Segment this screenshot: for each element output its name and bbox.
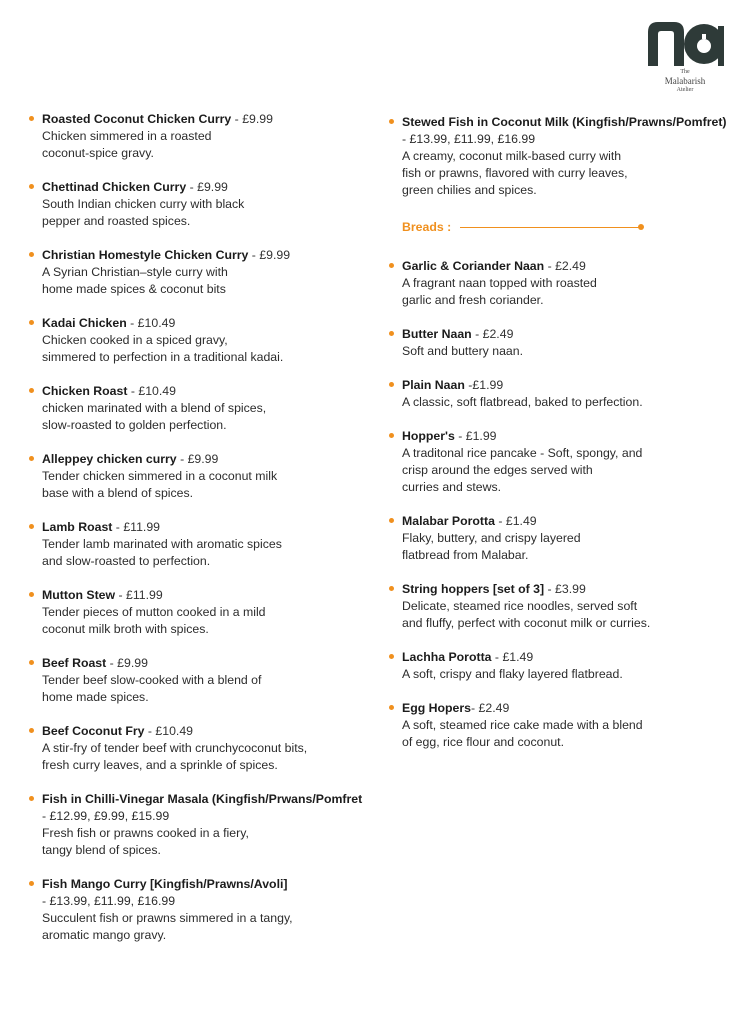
menu-item-price: - £10.49	[126, 316, 176, 330]
menu-item-price: - £2.49	[471, 327, 514, 341]
menu-item-name: Stewed Fish in Coconut Milk (Kingfish/Prawns/Pomfret)	[402, 115, 727, 129]
menu-item-description: A creamy, coconut milk-based curry with	[402, 149, 622, 163]
menu-item-description: Fresh fish or prawns cooked in a fiery,	[42, 826, 249, 840]
logo-sub: Atelier	[676, 87, 694, 93]
menu-item-name: String hoppers [set of 3]	[402, 582, 545, 596]
menu-item-price: - £9.99	[176, 452, 219, 466]
menu-item-description: Flaky, buttery, and crispy layered	[402, 531, 581, 545]
menu-item-description: fresh curry leaves, and a sprinkle of spices.	[42, 758, 278, 772]
menu-item	[28, 655, 388, 706]
menu-item	[388, 581, 738, 632]
menu-item-description: South Indian chicken curry with black	[42, 197, 245, 211]
menu-item-price: - £1.99	[454, 429, 497, 443]
menu-item	[28, 451, 388, 502]
menu-item	[388, 513, 738, 564]
menu-item-description: A traditonal rice pancake - Soft, spongy, and	[402, 446, 643, 460]
menu-item-description: crisp around the edges served with	[402, 463, 593, 477]
menu-item-description: aromatic mango gravy.	[42, 928, 167, 942]
menu-item-description: Delicate, steamed rice noodles, served soft	[402, 599, 638, 613]
menu-item-name: Chettinad Chicken Curry	[42, 180, 187, 194]
menu-item-description: slow-roasted to golden perfection.	[42, 418, 227, 432]
menu-item-name: Lamb Roast	[42, 520, 113, 534]
menu-item-description: Chicken simmered in a roasted	[42, 129, 212, 143]
menu-item-description: A fragrant naan topped with roasted	[402, 276, 597, 290]
menu-item-price: - £3.99	[544, 582, 586, 596]
menu-item-description: A soft, steamed rice cake made with a blend	[402, 718, 643, 732]
menu-item	[388, 326, 738, 360]
menu-item-description: A Syrian Christian–style curry with	[42, 265, 228, 279]
left-menu-column	[28, 111, 388, 961]
menu-item-name: Hopper's	[402, 429, 455, 443]
menu-item-name: Garlic & Coriander Naan	[402, 259, 545, 273]
menu-item-name: Plain Naan	[402, 378, 465, 392]
menu-item	[388, 649, 738, 683]
menu-item-description: of egg, rice flour and coconut.	[402, 735, 565, 749]
menu-item-description: Soft and buttery naan.	[402, 344, 524, 358]
menu-item-name: Chicken Roast	[42, 384, 128, 398]
breads-heading-text: Breads :	[402, 220, 452, 234]
menu-item-description: Chicken cooked in a spiced gravy,	[42, 333, 228, 347]
menu-item-description: simmered to perfection in a traditional kadai.	[42, 350, 284, 364]
menu-item-name: Fish Mango Curry [Kingfish/Prawns/Avoli]	[42, 877, 288, 891]
right-menu-column	[388, 114, 738, 768]
menu-item-name: Egg Hopers	[402, 701, 472, 715]
menu-item-description: Succulent fish or prawns simmered in a tangy,	[42, 911, 293, 925]
menu-item-description: coconut-spice gravy.	[42, 146, 154, 160]
menu-item-description: Tender lamb marinated with aromatic spices	[42, 537, 282, 551]
menu-item-description: home made spices.	[42, 690, 149, 704]
menu-item-name: Christian Homestyle Chicken Curry	[42, 248, 249, 262]
menu-item-description: pepper and roasted spices.	[42, 214, 191, 228]
menu-item	[28, 247, 388, 298]
menu-item-description: - £13.99, £11.99, £16.99	[42, 894, 176, 908]
menu-item-description: base with a blend of spices.	[42, 486, 194, 500]
menu-item-price: - £10.49	[127, 384, 176, 398]
menu-item-price: - £1.49	[491, 650, 534, 664]
menu-item-price: - £2.49	[544, 259, 586, 273]
logo-wordmark	[644, 68, 726, 95]
menu-item-description: green chilies and spices.	[402, 183, 537, 197]
curries-continued	[388, 114, 738, 199]
menu-item-price: - £11.99	[115, 588, 163, 602]
menu-item	[388, 428, 738, 496]
menu-item	[28, 791, 388, 859]
heading-rule	[460, 227, 640, 228]
menu-item-description: and slow-roasted to perfection.	[42, 554, 211, 568]
menu-item	[388, 700, 738, 751]
menu-item-description: home made spices & coconut bits	[42, 282, 226, 296]
logo-prefix: The	[680, 69, 690, 75]
menu-item-description: A classic, soft flatbread, baked to perfection.	[402, 395, 643, 409]
menu-item	[28, 383, 388, 434]
menu-item-price: - £9.99	[186, 180, 228, 194]
menu-item-price: - £1.49	[494, 514, 537, 528]
restaurant-logo	[644, 20, 726, 92]
menu-item-description: Tender chicken simmered in a coconut milk	[42, 469, 278, 483]
menu-item-name: Kadai Chicken	[42, 316, 127, 330]
menu-item-name: Malabar Porotta	[402, 514, 495, 528]
logo-name: Malabarish	[664, 76, 706, 86]
menu-item	[28, 111, 388, 162]
menu-item-name: Butter Naan	[402, 327, 472, 341]
menu-item-description: A soft, crispy and flaky layered flatbread.	[402, 667, 623, 681]
menu-item-price: - £2.49	[471, 701, 510, 715]
menu-item-description: curries and stews.	[402, 480, 502, 494]
menu-item-price: - £11.99	[112, 520, 161, 534]
menu-item-price: - £9.99	[248, 248, 291, 262]
breads-list	[388, 258, 738, 751]
menu-item-price: -£1.99	[464, 378, 504, 392]
menu-item-description: tangy blend of spices.	[42, 843, 161, 857]
menu-item-name: Fish in Chilli-Vinegar Masala (Kingfish/Prwans/Pomfret	[42, 792, 363, 806]
menu-item-description: - £12.99, £9.99, £15.99	[42, 809, 170, 823]
menu-item-price: - £9.99	[231, 112, 273, 126]
menu-item	[388, 377, 738, 411]
menu-item	[28, 723, 388, 774]
menu-item	[388, 258, 738, 309]
menu-item	[28, 519, 388, 570]
menu-item-description: flatbread from Malabar.	[402, 548, 529, 562]
menu-item-description: Tender pieces of mutton cooked in a mild	[42, 605, 266, 619]
menu-item-name: Beef Coconut Fry	[42, 724, 145, 738]
menu-item-name: Mutton Stew	[42, 588, 116, 602]
menu-item	[28, 315, 388, 366]
breads-heading	[388, 219, 738, 236]
menu-item-price: - £10.49	[144, 724, 194, 738]
menu-item-description: garlic and fresh coriander.	[402, 293, 544, 307]
menu-item-name: Lachha Porotta	[402, 650, 492, 664]
menu-item-price: - £9.99	[106, 656, 148, 670]
menu-item-name: Alleppey chicken curry	[42, 452, 177, 466]
menu-item-description: Tender beef slow-cooked with a blend of	[42, 673, 262, 687]
menu-item-description: chicken marinated with a blend of spices,	[42, 401, 267, 415]
menu-item-description: A stir-fry of tender beef with crunchycoconut bits,	[42, 741, 308, 755]
logo-mark-icon	[644, 20, 726, 68]
menu-item-description: - £13.99, £11.99, £16.99	[402, 132, 536, 146]
menu-item	[28, 179, 388, 230]
heading-rule-dot	[638, 224, 644, 230]
menu-item	[28, 876, 388, 944]
menu-item-description: and fluffy, perfect with coconut milk or curries.	[402, 616, 651, 630]
menu-item-name: Roasted Coconut Chicken Curry	[42, 112, 232, 126]
menu-item-description: fish or prawns, flavored with curry leaves,	[402, 166, 628, 180]
menu-item-name: Beef Roast	[42, 656, 107, 670]
menu-item	[388, 114, 738, 199]
menu-item	[28, 587, 388, 638]
menu-item-description: coconut milk broth with spices.	[42, 622, 209, 636]
